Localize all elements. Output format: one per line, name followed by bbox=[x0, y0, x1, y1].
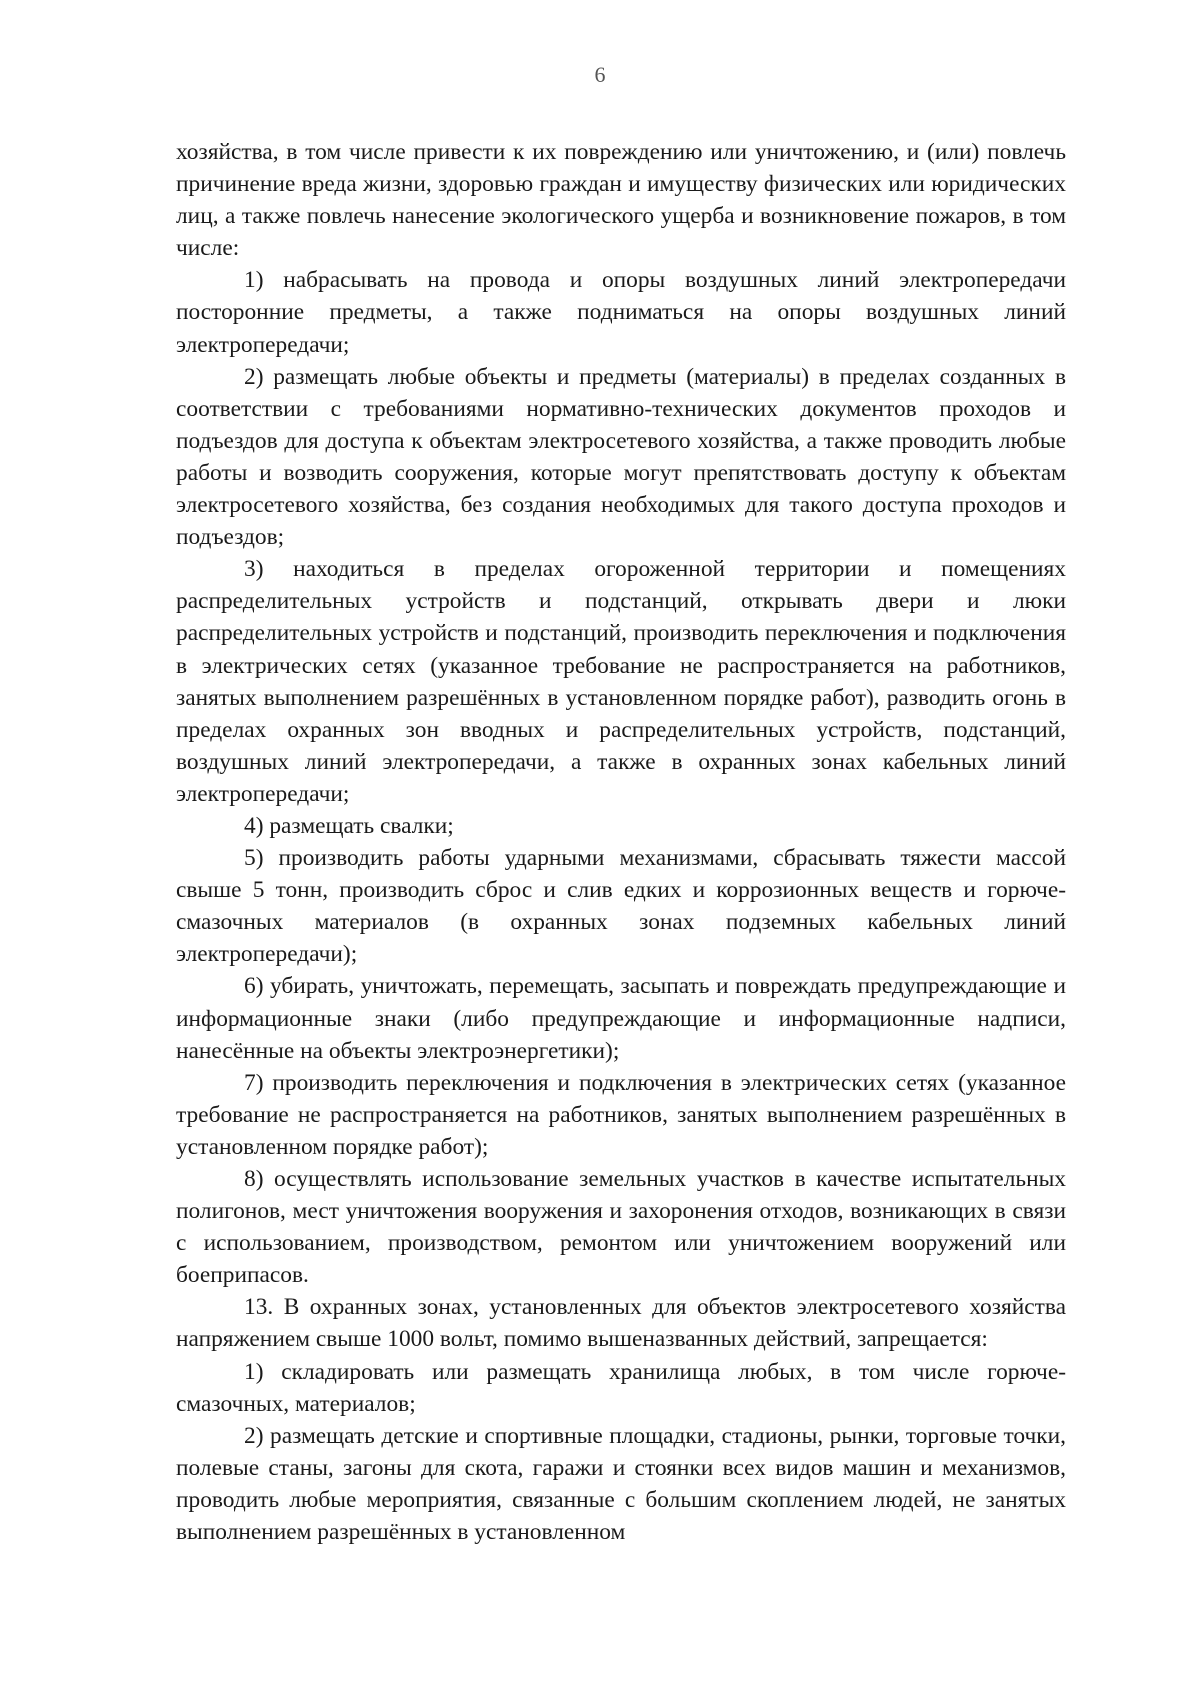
paragraph-section-13-item-1: 1) складировать или размещать хранилища любых, в том числе горюче-смазочных, материалов; bbox=[176, 1358, 1066, 1417]
paragraph-item-3: 3) находиться в пределах огороженной территории и помещениях распределительных устройств и подстанций, открывать двери и люки распределительных устройств и подстанций, производить переключения и подключения в электрических сетях (указанное требование не распространяется на работников, занятых выполнением разрешённых в установленном порядке работ), разводить огонь в пределах охранных зон вводных и распределительных устройств, подстанций, воздушных линий электропередачи, а также в охранных зонах кабельных линий электропередачи; bbox=[176, 556, 1066, 807]
paragraph-section-13: 13. В охранных зонах, установленных для объектов электросетевого хозяйства напряжением свыше 1000 вольт, помимо вышеназванных действий, запрещается: bbox=[176, 1294, 1066, 1353]
paragraph-item-2: 2) размещать любые объекты и предметы (материалы) в пределах созданных в соответствии с требованиями нормативно-технических документов проходов и подъездов для доступа к объектам электросетевого хозяйства, а также проводить любые работы и возводить сооружения, которые могут препятствовать доступу к объектам электросетевого хозяйства, без создания необходимых для такого доступа проходов и подъездов; bbox=[176, 363, 1066, 551]
paragraph-item-4: 4) размещать свалки; bbox=[244, 812, 454, 839]
paragraph-section-13-item-2: 2) размещать детские и спортивные площадки, стадионы, рынки, торговые точки, полевые станы, загоны для скота, гаражи и стоянки всех видов машин и механизмов, проводить любые мероприятия, связанные с большим скоплением людей, не занятых выполнением разрешённых в установленном bbox=[176, 1422, 1066, 1546]
paragraph-item-7: 7) производить переключения и подключения в электрических сетях (указанное требование не распространяется на работников, занятых выполнением разрешённых в установленном порядке работ); bbox=[176, 1069, 1066, 1160]
paragraph-item-8: 8) осуществлять использование земельных участков в качестве испытательных полигонов, мест уничтожения вооружения и захоронения отходов, возникающих в связи с использованием, производством, ремонтом или уничтожением вооружений или боеприпасов. bbox=[176, 1166, 1066, 1289]
document-body bbox=[176, 136, 1066, 1548]
paragraph-item-6: 6) убирать, уничтожать, перемещать, засыпать и повреждать предупреждающие и информационные знаки (либо предупреждающие и информационные надписи, нанесённые на объекты электроэнергетики); bbox=[176, 973, 1066, 1064]
page-number: 6 bbox=[594, 62, 606, 87]
paragraph-intro-continuation: хозяйства, в том числе привести к их повреждению или уничтожению, и (или) повлечь причинение вреда жизни, здоровью граждан и имуществу физических или юридических лиц, а также повлечь нанесение экологического ущерба и возникновение пожаров, в том числе: bbox=[176, 139, 1066, 262]
paragraph-item-5: 5) производить работы ударными механизмами, сбрасывать тяжести массой свыше 5 тонн, производить сброс и слив едких и коррозионных веществ и горюче-смазочных материалов (в охранных зонах подземных кабельных линий электропередачи); bbox=[176, 845, 1066, 968]
paragraph-item-1: 1) набрасывать на провода и опоры воздушных линий электропередачи посторонние предметы, а также подниматься на опоры воздушных линий электропередачи; bbox=[176, 267, 1066, 358]
